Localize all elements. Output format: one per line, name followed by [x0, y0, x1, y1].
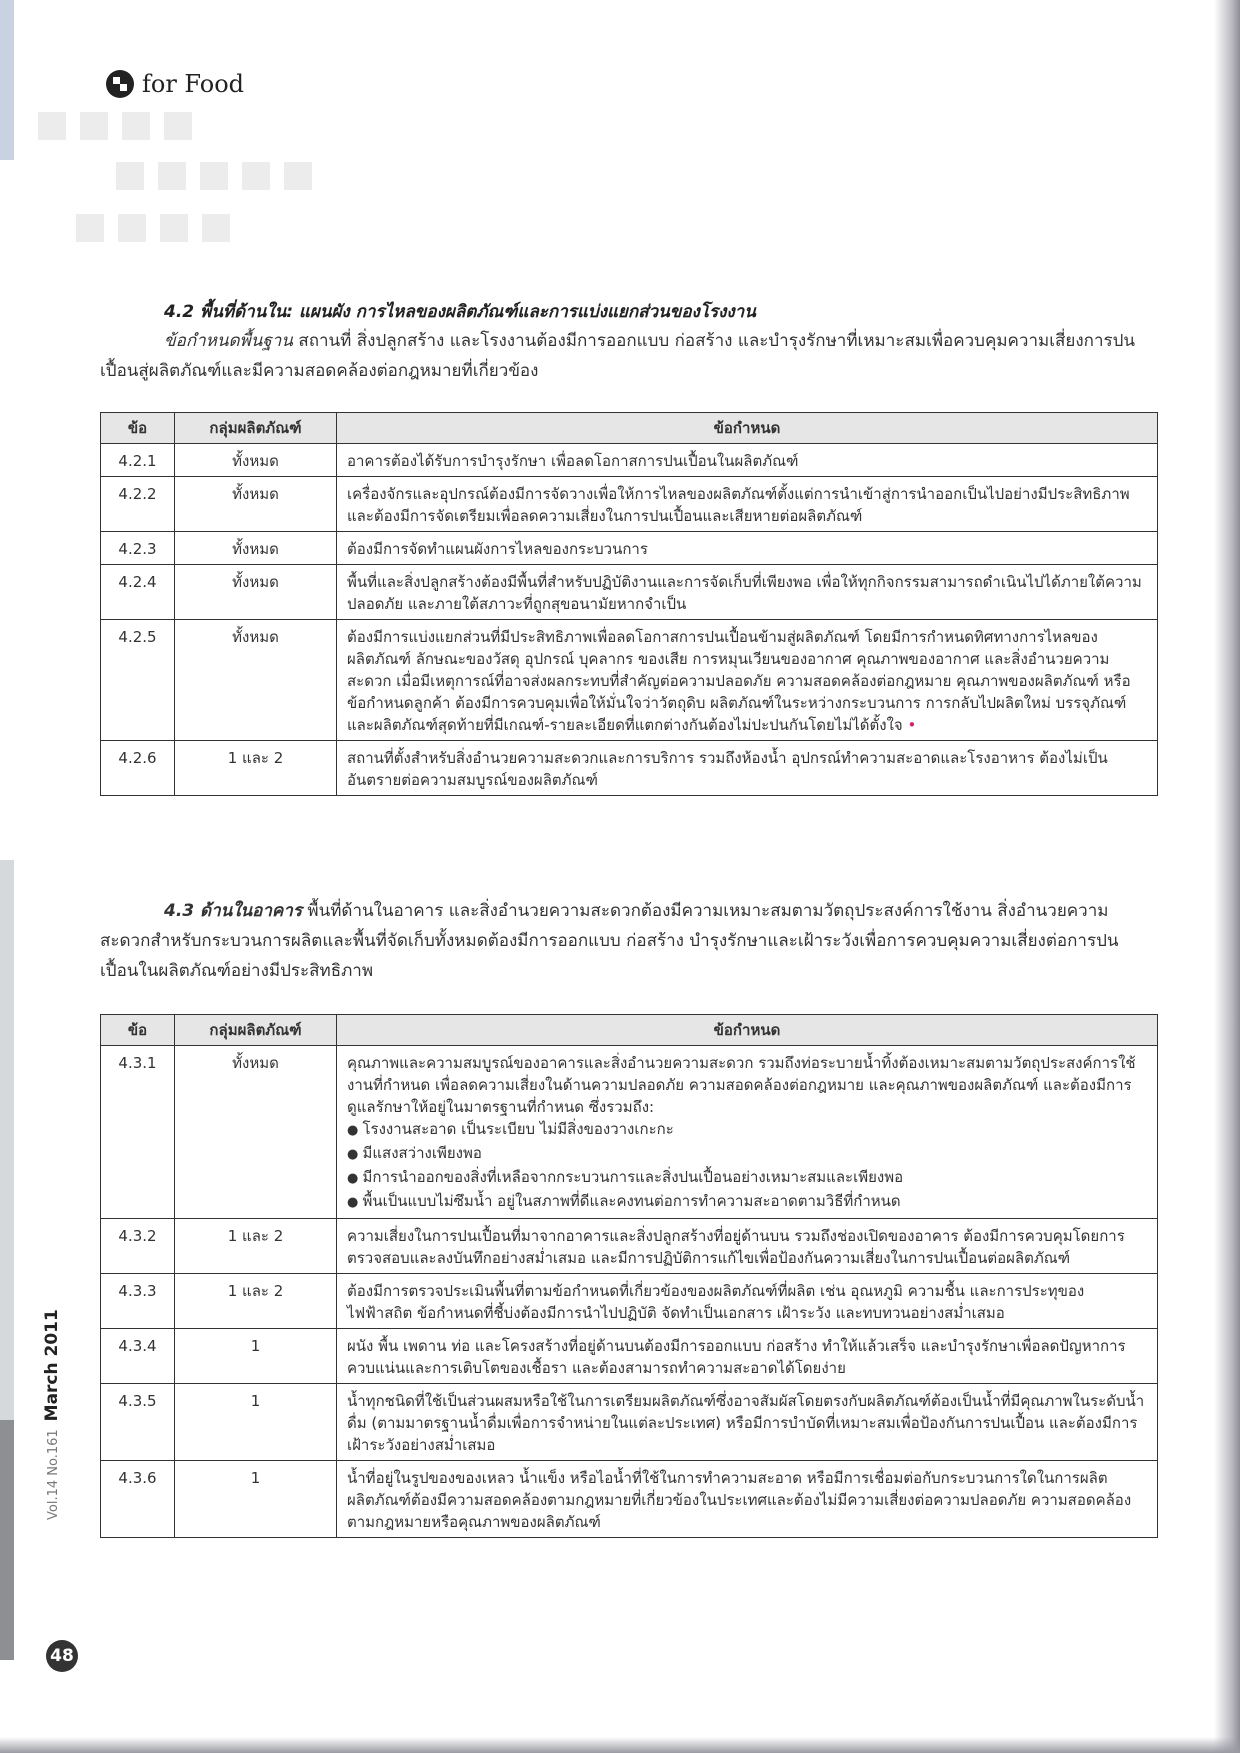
bullet-item: ● โรงงานสะอาด เป็นระเบียบ ไม่มีสิ่งของวางเกะกะ — [347, 1118, 1147, 1142]
row-group: ทั้งหมด — [175, 532, 337, 565]
row-group: 1 และ 2 — [175, 1219, 337, 1274]
row-no: 4.3.2 — [101, 1219, 175, 1274]
requirement-bullets — [347, 1118, 1147, 1214]
row-no: 4.2.2 — [101, 477, 175, 532]
row-group: 1 — [175, 1461, 337, 1538]
intro-text: สถานที่ สิ่งปลูกสร้าง และโรงงานต้องมีการออกแบบ ก่อสร้าง และบำรุงรักษาที่เหมาะสมเพื่อควบคุมความเสี่ยงการปนเปื้อนสู่ผลิตภัณฑ์และมีความสอดคล้องต่อกฎหมายที่เกี่ยวข้อง — [100, 331, 1136, 381]
table-row — [101, 477, 1158, 532]
table-row — [101, 741, 1158, 796]
col-header-no: ข้อ — [101, 413, 175, 444]
row-no: 4.3.4 — [101, 1329, 175, 1384]
checker-circle-icon — [106, 70, 134, 98]
row-no: 4.2.3 — [101, 532, 175, 565]
row-no: 4.3.3 — [101, 1274, 175, 1329]
faded-show-through — [116, 162, 312, 190]
row-no: 4.2.1 — [101, 444, 175, 477]
row-group: 1 — [175, 1384, 337, 1461]
table-row — [101, 1384, 1158, 1461]
issue-date: March 2011 — [42, 1309, 62, 1422]
row-requirement: น้ำที่อยู่ในรูปของของเหลว น้ำแข็ง หรือไอน้ำที่ใช้ในการทำความสะอาด หรือมีการเชื่อมต่อกับกระบวนการใดในการผลิตผลิตภัณฑ์ต้องมีความสอดคล้องตามกฎหมายที่เกี่ยวข้องในประเทศและต้องไม่มีความเสี่ยงต่อความปลอดภัย ความสอดคล้องตามกฎหมายหรือคุณภาพของผลิตภัณฑ์ — [337, 1461, 1158, 1538]
page-edge-strip — [0, 0, 14, 160]
page-number: 48 — [46, 1640, 78, 1672]
row-group: ทั้งหมด — [175, 1046, 337, 1219]
page-bottom-shadow — [0, 1737, 1240, 1753]
table-row — [101, 620, 1158, 741]
section-4-3-intro — [100, 896, 1155, 986]
table-row — [101, 444, 1158, 477]
issue-info — [42, 1309, 62, 1520]
row-no: 4.2.5 — [101, 620, 175, 741]
faded-show-through — [76, 214, 230, 242]
row-no: 4.3.6 — [101, 1461, 175, 1538]
row-requirement: น้ำทุกชนิดที่ใช้เป็นส่วนผสมหรือใช้ในการเตรียมผลิตภัณฑ์ซึ่งอาจสัมผัสโดยตรงกับผลิตภัณฑ์ต้องเป็นน้ำที่มีคุณภาพในระดับน้ำดื่ม (ตามมาตรฐานน้ำดื่มเพื่อการจำหน่ายในแต่ละประเทศ) หรือมีการบำบัดที่เหมาะสมเพื่อป้องกันการปนเปื้อน และต้องมีการเฝ้าระวังอย่างสม่ำเสมอ — [337, 1384, 1158, 1461]
row-requirement-text: คุณภาพและความสมบูรณ์ของอาคารและสิ่งอำนวยความสะดวก รวมถึงท่อระบายน้ำทิ้งต้องเหมาะสมตามวัตถุประสงค์การใช้งานที่กำหนด เพื่อลดความเสี่ยงในด้านความปลอดภัย ความสอดคล้องต่อกฎหมาย และคุณภาพของผลิตภัณฑ์ และต้องมีการดูแลรักษาให้อยู่ในมาตรฐานที่กำหนด ซึ่งรวมถึง: — [347, 1054, 1136, 1116]
row-requirement: ต้องมีการตรวจประเมินพื้นที่ตามข้อกำหนดที่เกี่ยวข้องของผลิตภัณฑ์ที่ผลิต เช่น อุณหภูมิ ความชื้น และการประทุของไฟฟ้าสถิต ข้อกำหนดที่ชี้บ่งต้องมีการนำไปปฏิบัติ จัดทำเป็นเอกสาร เฝ้าระวัง และทบทวนอย่างสม่ำเสมอ — [337, 1274, 1158, 1329]
intro-label: ข้อกำหนดพื้นฐาน — [164, 331, 293, 351]
row-group: ทั้งหมด — [175, 477, 337, 532]
row-group: 1 และ 2 — [175, 741, 337, 796]
row-group: ทั้งหมด — [175, 620, 337, 741]
page-gutter-shadow — [1214, 0, 1240, 1753]
bullet-item: ● มีแสงสว่างเพียงพอ — [347, 1142, 1147, 1166]
row-group: ทั้งหมด — [175, 444, 337, 477]
faded-show-through — [38, 112, 192, 140]
section-4-2-title: 4.2 พื้นที่ด้านใน: แผนผัง การไหลของผลิตภัณฑ์และการแบ่งแยกส่วนของโรงงาน — [164, 302, 756, 322]
row-requirement-text: ต้องมีการแบ่งแยกส่วนที่มีประสิทธิภาพเพื่อลดโอกาสการปนเปื้อนข้ามสู่ผลิตภัณฑ์ โดยมีการกำหนดทิศทางการไหลของผลิตภัณฑ์ ลักษณะของวัสดุ อุปกรณ์ บุคลากร ของเสีย การหมุนเวียนของอากาศ คุณภาพของอากาศ และสิ่งอำนวยความสะดวก เมื่อมีเหตุการณ์ที่อาจส่งผลกระทบที่สำคัญต่อความปลอดภัย ความสอดคล้องต่อกฎหมาย คุณภาพของผลิตภัณฑ์ หรือข้อกำหนดลูกค้า ต้องมีการควบคุมเพื่อให้มั่นใจว่าวัตถุดิบ ผลิตภัณฑ์ในระหว่างกระบวนการ การกลับไปผลิตใหม่ บรรจุภัณฑ์และผลิตภัณฑ์สุดท้ายที่มีเกณฑ์-รายละเอียดที่แตกต่างกันต้องไม่ปะปนกันโดยไม่ได้ตั้งใจ — [347, 628, 1131, 734]
row-requirement: ต้องมีการจัดทำแผนผังการไหลของกระบวนการ — [337, 532, 1158, 565]
row-requirement: ผนัง พื้น เพดาน ท่อ และโครงสร้างที่อยู่ด้านบนต้องมีการออกแบบ ก่อสร้าง ทำให้แล้วเสร็จ และบำรุงรักษาเพื่อลดปัญหาการควบแน่นและการเติบโตของเชื้อรา และต้องสามารถทำความสะอาดได้โดยง่าย — [337, 1329, 1158, 1384]
header-title: for Food — [142, 70, 245, 98]
row-requirement: สถานที่ตั้งสำหรับสิ่งอำนวยความสะดวกและการบริการ รวมถึงห้องน้ำ อุปกรณ์ทำความสะอาดและโรงอาหาร ต้องไม่เป็นอันตรายต่อความสมบูรณ์ของผลิตภัณฑ์ — [337, 741, 1158, 796]
table-row — [101, 1219, 1158, 1274]
table-row — [101, 1461, 1158, 1538]
col-header-requirement: ข้อกำหนด — [337, 1015, 1158, 1046]
bullet-item: ● พื้นเป็นแบบไม่ซึมน้ำ อยู่ในสภาพที่ดีและคงทนต่อการทำความสะอาดตามวิธีที่กำหนด — [347, 1190, 1147, 1214]
red-mark-icon: • — [907, 716, 917, 734]
row-requirement: เครื่องจักรและอุปกรณ์ต้องมีการจัดวางเพื่อให้การไหลของผลิตภัณฑ์ตั้งแต่การนำเข้าสู่การนำออกเป็นไปอย่างมีประสิทธิภาพ และต้องมีการจัดเตรียมเพื่อลดความเสี่ยงในการปนเปื้อนและเสียหายต่อผลิตภัณฑ์ — [337, 477, 1158, 532]
table-row — [101, 1274, 1158, 1329]
requirements-table-4-3 — [100, 1014, 1158, 1538]
row-group: ทั้งหมด — [175, 565, 337, 620]
col-header-no: ข้อ — [101, 1015, 175, 1046]
row-group: 1 — [175, 1329, 337, 1384]
row-no: 4.2.4 — [101, 565, 175, 620]
row-requirement — [337, 620, 1158, 741]
row-requirement: พื้นที่และสิ่งปลูกสร้างต้องมีพื้นที่สำหรับปฏิบัติงานและการจัดเก็บที่เพียงพอ เพื่อให้ทุกกิจกรรมสามารถดำเนินไปได้ภายใต้ความปลอดภัย และภายใต้สภาวะที่ถูกสุขอนามัยหากจำเป็น — [337, 565, 1158, 620]
row-requirement: อาคารต้องได้รับการบำรุงรักษา เพื่อลดโอกาสการปนเปื้อนในผลิตภัณฑ์ — [337, 444, 1158, 477]
requirements-table-4-2 — [100, 412, 1158, 796]
page-edge-strip — [0, 1420, 14, 1660]
table-row — [101, 565, 1158, 620]
table-row — [101, 1329, 1158, 1384]
bullet-item: ● มีการนำออกของสิ่งที่เหลือจากกระบวนการและสิ่งปนเปื้อนอย่างเหมาะสมและเพียงพอ — [347, 1166, 1147, 1190]
row-no: 4.3.1 — [101, 1046, 175, 1219]
row-requirement: ความเสี่ยงในการปนเปื้อนที่มาจากอาคารและสิ่งปลูกสร้างที่อยู่ด้านบน รวมถึงช่องเปิดของอาคาร ต้องมีการควบคุมโดยการตรวจสอบและลงบันทึกอย่างสม่ำเสมอ และมีการปฏิบัติการแก้ไขเพื่อป้องกันความเสี่ยงในการปนเปื้อนต่อผลิตภัณฑ์ — [337, 1219, 1158, 1274]
page-edge-strip — [0, 860, 14, 1420]
row-no: 4.3.5 — [101, 1384, 175, 1461]
table-row — [101, 532, 1158, 565]
col-header-group: กลุ่มผลิตภัณฑ์ — [175, 413, 337, 444]
intro-text: พื้นที่ด้านในอาคาร และสิ่งอำนวยความสะดวกต้องมีความเหมาะสมตามวัตถุประสงค์การใช้งาน สิ่งอำนวยความสะดวกสำหรับกระบวนการผลิตและพื้นที่จัดเก็บทั้งหมดต้องมีการออกแบบ ก่อสร้าง บำรุงรักษาและเฝ้าระวังเพื่อการควบคุมความเสี่ยงต่อการปนเปื้อนในผลิตภัณฑ์อย่างมีประสิทธิภาพ — [100, 901, 1119, 981]
row-group: 1 และ 2 — [175, 1274, 337, 1329]
table-row — [101, 1046, 1158, 1219]
row-requirement — [337, 1046, 1158, 1219]
col-header-group: กลุ่มผลิตภัณฑ์ — [175, 1015, 337, 1046]
section-4-2-intro — [100, 326, 1155, 386]
issue-volume: Vol.14 No.161 — [46, 1429, 61, 1520]
section-4-3-title: 4.3 ด้านในอาคาร — [164, 901, 302, 921]
col-header-requirement: ข้อกำหนด — [337, 413, 1158, 444]
magazine-header — [106, 70, 244, 98]
row-no: 4.2.6 — [101, 741, 175, 796]
